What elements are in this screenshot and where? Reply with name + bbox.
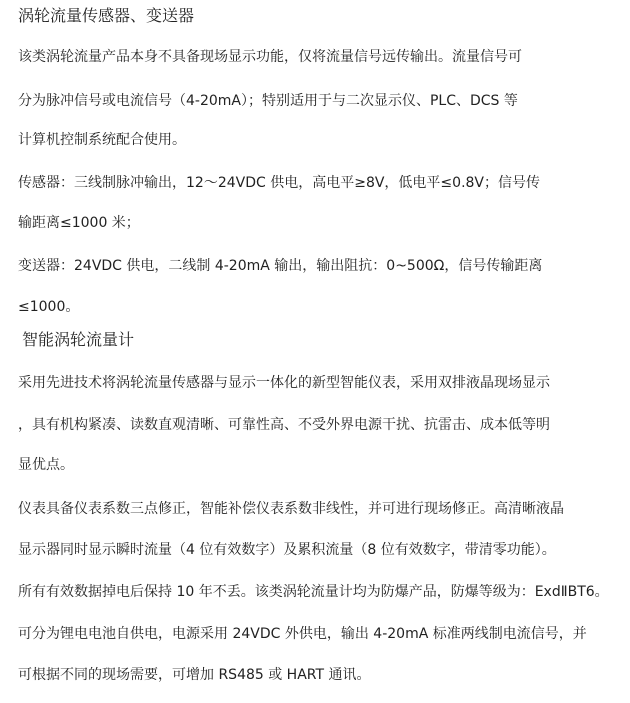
- section2-line-5: 显示器同时显示瞬时流量（4 位有效数字）及累积流量（8 位有效数字，带清零功能）。: [18, 542, 556, 558]
- section1-line-4: 传感器：三线制脉冲输出，12～24VDC 供电，高电平≥8V，低电平≤0.8V；信号传: [18, 175, 540, 191]
- section1-line-3: 计算机控制系统配合使用。: [18, 132, 186, 148]
- section1-line-2: 分为脉冲信号或电流信号（4-20mA）；特别适用于与二次显示仪、PLC、DCS 等: [18, 93, 518, 109]
- section1-line-6: 变送器：24VDC 供电，二线制 4-20mA 输出，输出阻抗：0~500Ω，信号传输距离: [18, 258, 543, 274]
- section2-line-2: ，具有机构紧凑、读数直观清晰、可靠性高、不受外界电源干扰、抗雷击、成本低等明: [18, 417, 550, 433]
- section2-line-8: 可根据不同的现场需要，可增加 RS485 或 HART 通讯。: [18, 667, 371, 683]
- section2-heading: 智能涡轮流量计: [22, 330, 135, 349]
- section1-line-1: 该类涡轮流量产品本身不具备现场显示功能，仅将流量信号远传输出。流量信号可: [18, 49, 522, 65]
- section2-line-7: 可分为锂电电池自供电，电源采用 24VDC 外供电，输出 4-20mA 标准两线制电流信号，并: [18, 626, 587, 642]
- section1-line-7: ≤1000。: [18, 299, 80, 315]
- section2-line-4: 仪表具备仪表系数三点修正，智能补偿仪表系数非线性，并可进行现场修正。高清晰液晶: [18, 501, 564, 517]
- section2-line-3: 显优点。: [18, 457, 74, 473]
- section1-heading: 涡轮流量传感器、变送器: [18, 6, 195, 25]
- section2-line-1: 采用先进技术将涡轮流量传感器与显示一体化的新型智能仪表，采用双排液晶现场显示: [18, 375, 550, 391]
- section2-line-6: 所有有效数据掉电后保持 10 年不丢。该类涡轮流量计均为防爆产品，防爆等级为：ExdⅡBT6。: [18, 584, 609, 600]
- section1-line-5: 输距离≤1000 米；: [18, 215, 140, 231]
